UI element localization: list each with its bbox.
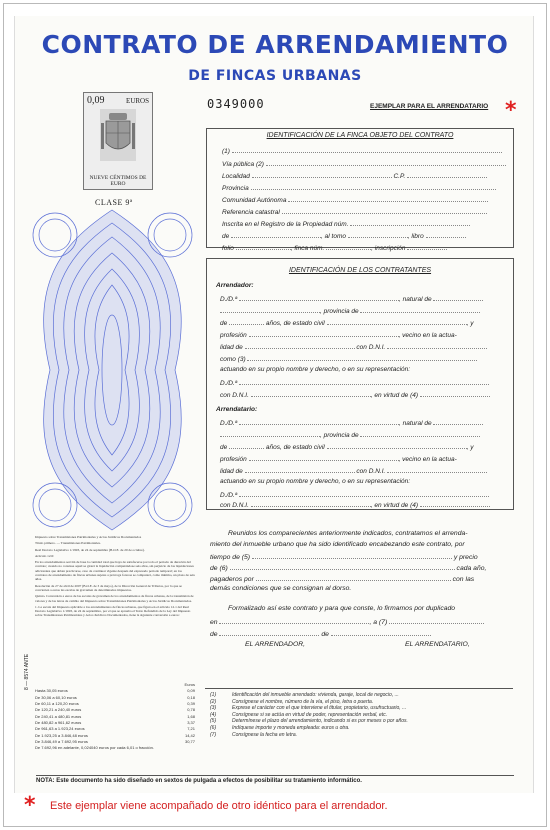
clause-line-2: miento del inmueble urbano que ha sido identificado encabezando este contrato, por [210, 541, 465, 548]
clause-line-3: tiempo de (5) y precio [210, 554, 478, 561]
field-1-label: (1) [222, 146, 502, 155]
footnote-item [210, 692, 510, 699]
stamp-caption: NUEVE CÉNTIMOS DE EURO [89, 175, 147, 187]
signature-arrendatario: EL ARRENDATARIO, [405, 641, 470, 648]
tax-amount: 1,68 [187, 713, 195, 719]
arrendatario-rep-dni-line: con D.N.I. , en virtud de (4) [220, 500, 490, 509]
legal-paragraph-4: 1. La escala del Impuesto aplicable a los arrendamientos de fincas urbanas, que figura en el artículo 12.1 del Real Decreto Legislativo 1/1993, de 24 de septiembre, por el que se aprueba el Texto Refundido de la Ley del Impuesto sobre Transmisiones Patrimoniales y Actos Jurídicos Documentados, tiene la siguiente conversión a euros: [35, 604, 191, 618]
arrendatario-provincia-line: , provincia de [220, 430, 480, 439]
legal-img-caption: Impuesto sobre Transmisiones Patrimoniales y Actos Jurídicos Documentados [35, 535, 142, 539]
contract-title: CONTRATO DE ARRENDAMIENTO [41, 30, 509, 59]
tax-range: De 30,06 a 60,10 euros [35, 694, 77, 700]
asterisk-icon: * [505, 98, 517, 123]
arrendatario-dni-line: lidad de con D.N.I. [220, 466, 487, 475]
tax-amount: 14,42 [184, 732, 195, 738]
legal-real-decreto: Real Decreto Legislativo 1/1993, de 24 de septiembre (B.O.E. de 20 de octubre). [35, 547, 145, 552]
tax-amount: 0,39 [187, 701, 195, 707]
arrendador-rep-name-line: D./D.ª [220, 378, 489, 387]
clause-line-6: demás condiciones que se consignan al dorso. [210, 585, 352, 592]
nota-text: NOTA: Este documento ha sido diseñado en sextos de pulgada a efectos de posibilitar su tratamiento informático. [36, 778, 362, 784]
arrendador-actuando-line: actuando en su propio nombre y derecho, o en su representación: [220, 366, 411, 373]
tax-stamp [83, 92, 153, 190]
footnote-item [210, 712, 510, 719]
copy-label: EJEMPLAR PARA EL ARRENDATARIO [370, 103, 489, 110]
localidad-label: Localidad C.P. [222, 171, 487, 180]
tomo-libro-label: de , al tomo , libro [222, 231, 466, 240]
tax-range: De 3.846,49 a 7.692,95 euros [35, 738, 88, 744]
vertical-code: 8 — 8574 ANTE [24, 653, 30, 690]
footer-text: Este ejemplar viene acompañado de otro idéntico para el arrendador. [50, 800, 388, 812]
footnote-text: Consígnese si se actúa en virtud de poder, representación verbal, etc. [232, 711, 388, 718]
guilloche-watermark [25, 205, 200, 535]
arrendatario-actuando-line: actuando en su propio nombre y derecho, o en su representación: [220, 478, 411, 485]
signing-place-line: en , a (7) [210, 617, 484, 626]
clause-line-4: de (6) cada año, [210, 565, 487, 572]
tax-scale-table [35, 682, 195, 751]
tax-col-header: Euros [184, 682, 195, 688]
tax-range: De 240,41 a 480,81 euros [35, 713, 82, 719]
bottom-divider [36, 775, 514, 776]
legal-titulo: Título primero. — Transmisiones Patrimoniales. [35, 541, 101, 546]
footnote-number: (6) [210, 724, 217, 731]
tax-range: Hasta 30,05 euros [35, 688, 68, 694]
tax-range: De 961,63 a 1.923,24 euros [35, 726, 85, 732]
arrendador-dni-line: lidad de con D.N.I. [220, 342, 487, 351]
tax-range: De 1.923,25 a 3.846,48 euros [35, 732, 88, 738]
footnote-number: (4) [210, 711, 217, 718]
footnote-text: Determínese el plazo del arrendamiento, indicando si es por meses o por años. [232, 718, 408, 725]
tax-range: De 60,11 a 120,20 euros [35, 701, 79, 707]
footnote-number: (2) [210, 698, 217, 705]
footnotes-list [210, 692, 510, 738]
tax-amount [182, 745, 195, 751]
footnote-text: Identificación del inmueble arrendado: vivienda, garaje, local de negocio, ... [232, 692, 399, 698]
stamp-class: CLASE 9ª [95, 198, 133, 207]
stamp-currency: EUROS [126, 97, 149, 105]
legal-paragraph-1: En los arrendamientos servirá de base la cantidad total que haya de satisfacerse por todo el período de duración del contrato; cuando no constase aquél se girará la liquidación computándose seis años, sin perjuicio de las liquidaciones adicionales que deban practicarse, caso de continuar vigente después del expresado período temporal; en los contratos de arrendamiento de fincas urbanas sujetas a prórroga forzosa se computará, como mínimo, un plazo de seis años. [35, 560, 195, 582]
legal-paragraph-2: Resolución de 27 de abril de 2007 (B.O.E. de 3 de mayo), de la Dirección General de Tributos, por la que se convierten a euros las escalas de gravamen de determinados impuestos. [35, 583, 182, 592]
arrendatario-heading: Arrendatario: [216, 406, 258, 413]
footnote-item [210, 725, 510, 732]
tax-range: De 120,21 a 240,40 euros [35, 707, 82, 713]
tax-range: De 480,82 a 961,62 euros [35, 719, 82, 725]
tax-amount: 30,77 [184, 738, 195, 744]
footnote-item [210, 718, 510, 725]
signing-line-1: Formalizado así este contrato y para que conste, lo firmamos por duplicado [228, 605, 456, 612]
tax-range: De 7.692,96 en adelante, 0,024040 euros por cada 6,01 o fracción. [35, 745, 154, 751]
tax-amount: 0,09 [187, 688, 195, 694]
tax-amount: 0,18 [187, 694, 195, 700]
arrendador-name-line: D./D.ª , natural de [220, 294, 483, 303]
footnote-number: (7) [210, 731, 217, 738]
footnote-number: (1) [210, 692, 217, 698]
property-heading: IDENTIFICACIÓN DE LA FINCA OBJETO DEL CONTRATO [266, 132, 454, 139]
footnote-text: Indíquese importe y moneda empleada: euros u otra. [232, 724, 350, 731]
arrendatario-estado-line: de años, de estado civil , y [220, 444, 474, 451]
stamp-value: 0,09 [87, 95, 105, 106]
serial-number: 0349000 [207, 97, 265, 111]
footnote-text: Consígnese el nombre, número de la vía, el piso, letra o puerta. [232, 698, 374, 705]
arrendatario-rep-name-line: D./D.ª [220, 490, 489, 499]
footnote-text: Consígnese la fecha en letra. [232, 731, 298, 738]
notes-divider [205, 688, 513, 689]
footnote-item [210, 705, 510, 712]
footnote-number: (3) [210, 705, 217, 712]
arrendador-rep-dni-line: con D.N.I. , en virtud de (4) [220, 390, 490, 399]
footnote-text: Exprese el carácter con el que interviene el titular, propietario, usufructuario, ... [232, 705, 407, 712]
arrendatario-name-line: D./D.ª , natural de [220, 418, 483, 427]
tax-amount: 3,37 [187, 719, 195, 725]
footnote-number: (5) [210, 718, 217, 725]
tax-amount: 0,78 [187, 707, 195, 713]
signing-date-line: de de [210, 629, 431, 638]
footnote-item [210, 732, 510, 739]
signature-arrendador: EL ARRENDADOR, [245, 641, 306, 648]
arrendador-estado-line: de años, de estado civil , y [220, 320, 474, 327]
arrendador-provincia-line: , provincia de [220, 306, 480, 315]
legal-paragraph-3: Quinto. Conversión a euros de las escalas de gravamen de los arrendamientos de fincas urbanas, de la transmisión de valores y de las letras de cambio del Impuesto sobre Transmisiones Patrimoniales y Actos Jurídicos Documentados. [35, 594, 194, 603]
provincia-label: Provincia [222, 183, 496, 192]
clause-line-1: Reunidos los comparecientes anteriormente indicados, contratamos el arrenda- [228, 530, 468, 537]
contract-subtitle: DE FINCAS URBANAS [188, 68, 362, 84]
folio-finca-label: folio , finca núm. , inscripción [222, 243, 447, 252]
arrendatario-profesion-line: profesión , vecino en la actua- [220, 456, 457, 463]
legal-text-column [35, 535, 195, 620]
clause-line-5: pagaderos por con las [210, 576, 475, 583]
via-publica-label: Vía pública (2) [222, 159, 506, 168]
catastral-label: Referencia catastral [222, 207, 487, 216]
arrendador-heading: Arrendador: [216, 282, 254, 289]
registro-label: Inscrita en el Registro de la Propiedad núm. [222, 219, 470, 228]
footer-asterisk-icon: * [24, 793, 36, 818]
legal-articulo: Artículo 12.6: [35, 553, 55, 558]
tax-row [35, 745, 195, 751]
tax-amount: 7,21 [187, 726, 195, 732]
footnote-item [210, 699, 510, 706]
parties-heading: IDENTIFICACIÓN DE LOS CONTRATANTES [288, 267, 432, 274]
comunidad-label: Comunidad Autónoma [222, 195, 488, 204]
arrendador-profesion-line: profesión , vecino en la actua- [220, 332, 457, 339]
arrendador-como-line: como (3) [220, 354, 477, 363]
